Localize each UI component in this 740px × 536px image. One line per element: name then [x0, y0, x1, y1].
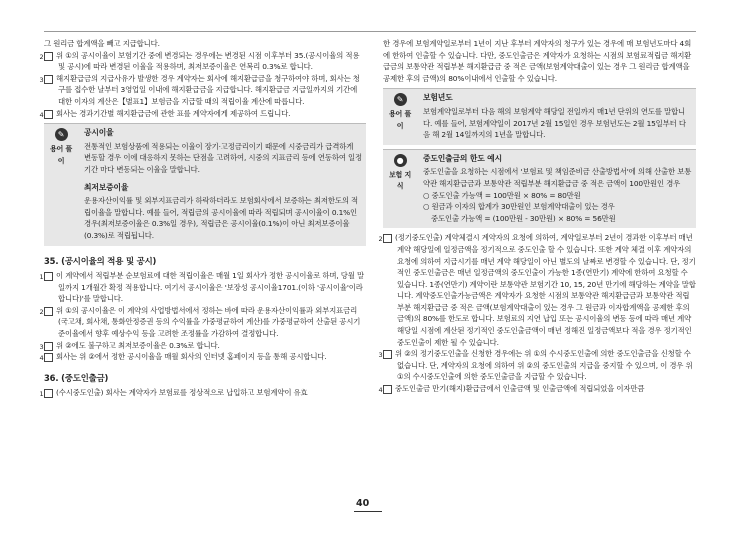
- box-subtitle: 최저보증이율: [84, 182, 129, 192]
- number-1-icon: 1: [44, 389, 53, 398]
- example-item: ○ 중도인출 가능액 = 100만원 × 80% = 80만원: [423, 190, 581, 200]
- pencil-icon: ✎: [55, 128, 68, 141]
- page-number-underline: [354, 511, 382, 512]
- paragraph: 그 원리금 합계액을 빼고 지급합니다.: [44, 39, 160, 48]
- number-2-icon: 2: [44, 307, 53, 316]
- lightbulb-icon: ●: [394, 154, 407, 167]
- clause-4: 4 회사는 경과기간별 해지환급금에 관한 표를 계약자에게 제공하여 드립니다.: [39, 108, 291, 119]
- number-1-icon: 1: [44, 272, 53, 281]
- clause-1: 1 이 계약에서 적립부분 순보험료에 대한 적립이율은 매월 1일 회사가 정한 공시이율로 하며, 당월 말일까지 1개월간 확정 적용합니다. 여기서 공시이율은 '보장성 공시이율1701.(이하 '공시이율'이라 합니다)'를 말합니다.: [39, 271, 364, 304]
- box-title: 중도인출금의 한도 예시: [423, 153, 502, 163]
- clause-2: 2 (정기중도인출) 계약체결시 계약자의 요청에 의하여, 계약일로부터 2년이 경과한 이후부터 매년 계약 해당일에 일정금액을 정기적으로 중도인출 할 수 있습니다. 또한 계약 체결 이후 계약자의 요청에 의하여 지급시기를 매년 계약 해당일이 아닌 별도의 날짜로 변경할 수 있습니다. 단, 정기적인 중도인출금은 매년 일정금액의 중도인출이 가능한 1종(연만기) 계약에 한하여 요청할 수 있습니다. 1종(연만기) 계약이란 보통약관 보험기간 10, 15, 20년 만기에 해당하는 계약을 말합니다. 계약중도인출가능금액은 계약자가 요청한 시점의 보통약관 해지환급금과 보통약관 적립부분 해지환급금 중 적은 금액(보험계약대출이 있는 경우 그 원금과 이자합계액을 공제한 후의 금액)의 80%를 한도로 합니다. 보험료의 지연 납입 또는 공시이율의 변동 등에 따라 매년 계약 해당일 시점에 계산된 정기적인 중도인출금액이 매년 정해진 일정금액보다 적을 경우 정기적인 중도인출이 제한 될 수 있습니다.: [378, 233, 696, 347]
- glossary-badge: ✎ 용어 풀이: [388, 95, 412, 130]
- knowledge-badge: ● 보험 지식: [388, 155, 412, 191]
- box-text: 중도인출을 요청하는 시점에서 '보험료 및 책임준비금 산출방법서'에 의해 산출한 보통약관 해지환급금과 보통약관 적립부분 해지환급금 중 적은 금액이 100만원인 경우: [423, 167, 692, 188]
- number-2-icon: 2: [383, 234, 392, 243]
- box-text: 운용자산이익률 및 외부지표금리가 하락하더라도 보험회사에서 보증하는 최저한도의 적립이율을 말합니다. 예를 들어, 적립금의 공시이율에 따라 적립되며 공시이율이 0.1%인 경우(최저보증이율은 0.3%일 경우), 적립금은 공시이율(0.1%)이 아닌 최저보증이율(0.3%)로 적립됩니다.: [84, 196, 359, 240]
- term-explanation-box: [383, 88, 696, 144]
- clause-2: 2 위 ①의 공시이율은 이 계약의 사업방법서에서 정하는 바에 따라 운용자산이익률과 외부지표금리(국고채, 회사채, 통화안정증권 등의 수익률을 가중평균하여 계산)를 가중평균하여 산출된 공시기준이율에서 향후 예상수익 등을 고려한 조정률을 가감하여 결정합니다.: [39, 305, 361, 339]
- clause-4: 4 중도인출금 만기(해지)환급금에서 인출금액 및 인출금액에 적립되었을 이자만큼: [378, 384, 645, 395]
- section-heading-36: 36. (중도인출금): [44, 372, 109, 383]
- section-heading-35: 35. (공시이율의 적용 및 공시): [44, 255, 157, 266]
- example-item: 중도인출 가능액 = (100만원 - 30만원) × 80% = 56만원: [431, 213, 616, 223]
- glossary-badge: ✎ 용어 풀이: [49, 130, 73, 165]
- number-4-icon: 4: [383, 385, 392, 394]
- right-column: [378, 38, 696, 395]
- clause-4: 4 회사는 위 ②에서 정한 공시이율을 매월 회사의 인터넷 홈페이지 등을 통해 공시합니다.: [39, 352, 327, 363]
- term-explanation-box: [44, 123, 366, 245]
- box-title: 공시이율: [84, 128, 114, 138]
- number-3-icon: 3: [44, 342, 53, 351]
- clause-3: 3 위 ②의 정기중도인출을 신청한 경우에는 위 ①의 수시중도인출에 의한 중도인출금을 신청할 수 없습니다. 단, 계약자의 요청에 의하여 위 ②의 중도인출의 지급을 중지할 수 있으며, 이 경우 위 ①의 수시중도인출에 의한 중도인출금을 지급할 수 있습니다.: [378, 349, 693, 382]
- number-3-icon: 3: [383, 350, 392, 359]
- box-text: 보험계약일로부터 다음 해의 보험계약 해당일 전일까지 매1년 단위의 연도를 말합니다. 예를 들어, 보험계약일이 2017년 2월 15일인 경우 보험년도는 2월 15일부터 다음 해 2월 14일까지의 1년을 말합니다.: [423, 106, 686, 140]
- top-rule: [44, 31, 696, 32]
- example-item: ○ 원금과 이자의 합계가 30만원인 보험계약대출이 있는 경우: [423, 202, 615, 212]
- clause-3: 3 위 ②에도 불구하고 최저보증이율은 0.3%로 합니다.: [39, 340, 220, 351]
- clause-1: 1 (수시중도인출) 회사는 계약자가 보험료를 정상적으로 납입하고 보험계약이 유효: [39, 388, 308, 399]
- box-title: 보험년도: [423, 93, 453, 103]
- insurance-knowledge-box: [383, 149, 696, 229]
- paragraph: 한 경우에 보험계약일로부터 1년이 지난 후부터 계약자의 청구가 있는 경우에 매 보험년도마다 4회에 한하여 인출할 수 있습니다. 다만, 중도인출금은 계약자가 요청하는 시점의 보험료적립금 해지환급금의 보통약관 적립부분 해지환급금 중 적은 금액(보험계약대출이 있는 경우 그 원리금 합계액을 공제한 후의 금액)의 80%이내에서 인출할 수 있습니다.: [383, 39, 692, 83]
- number-2-icon: 2: [44, 52, 53, 61]
- number-4-icon: 4: [44, 110, 53, 119]
- pencil-icon: ✎: [394, 93, 407, 106]
- clause-3: 3 해지환급금의 지급사유가 발생한 경우 계약자는 회사에 해지환급금을 청구하여야 하며, 회사는 청구를 접수한 날부터 3영업일 이내에 해지환급금을 지급합니다. 해지환급금 지급일까지의 기간에 대한 이자의 계산은【별표1】보험금을 지급할 때의 적립이율 계산에 따릅니다.: [39, 73, 360, 106]
- box-text: 전통적인 보험상품에 적용되는 이율이 장기·고정금리이기 때문에 시중금리가 급격하게 변동할 경우 이에 대응하지 못하는 단점을 고려하여, 시중의 지표금리 등에 연동하여 일정기간 마다 변동되는 이율을 말합니다.: [84, 141, 363, 174]
- page-number: 40: [356, 498, 370, 509]
- number-4-icon: 4: [44, 353, 53, 362]
- left-column: [39, 38, 366, 399]
- clause-2: 2 위 ①의 공시이율이 보험기간 중에 변경되는 경우에는 변경된 시점 이후부터 35.(공시이율의 적용 및 공시)에 따라 변경된 이율을 적용하며, 최저보증이율은 연복리 0.3%로 합니다.: [39, 50, 360, 72]
- number-3-icon: 3: [44, 75, 53, 84]
